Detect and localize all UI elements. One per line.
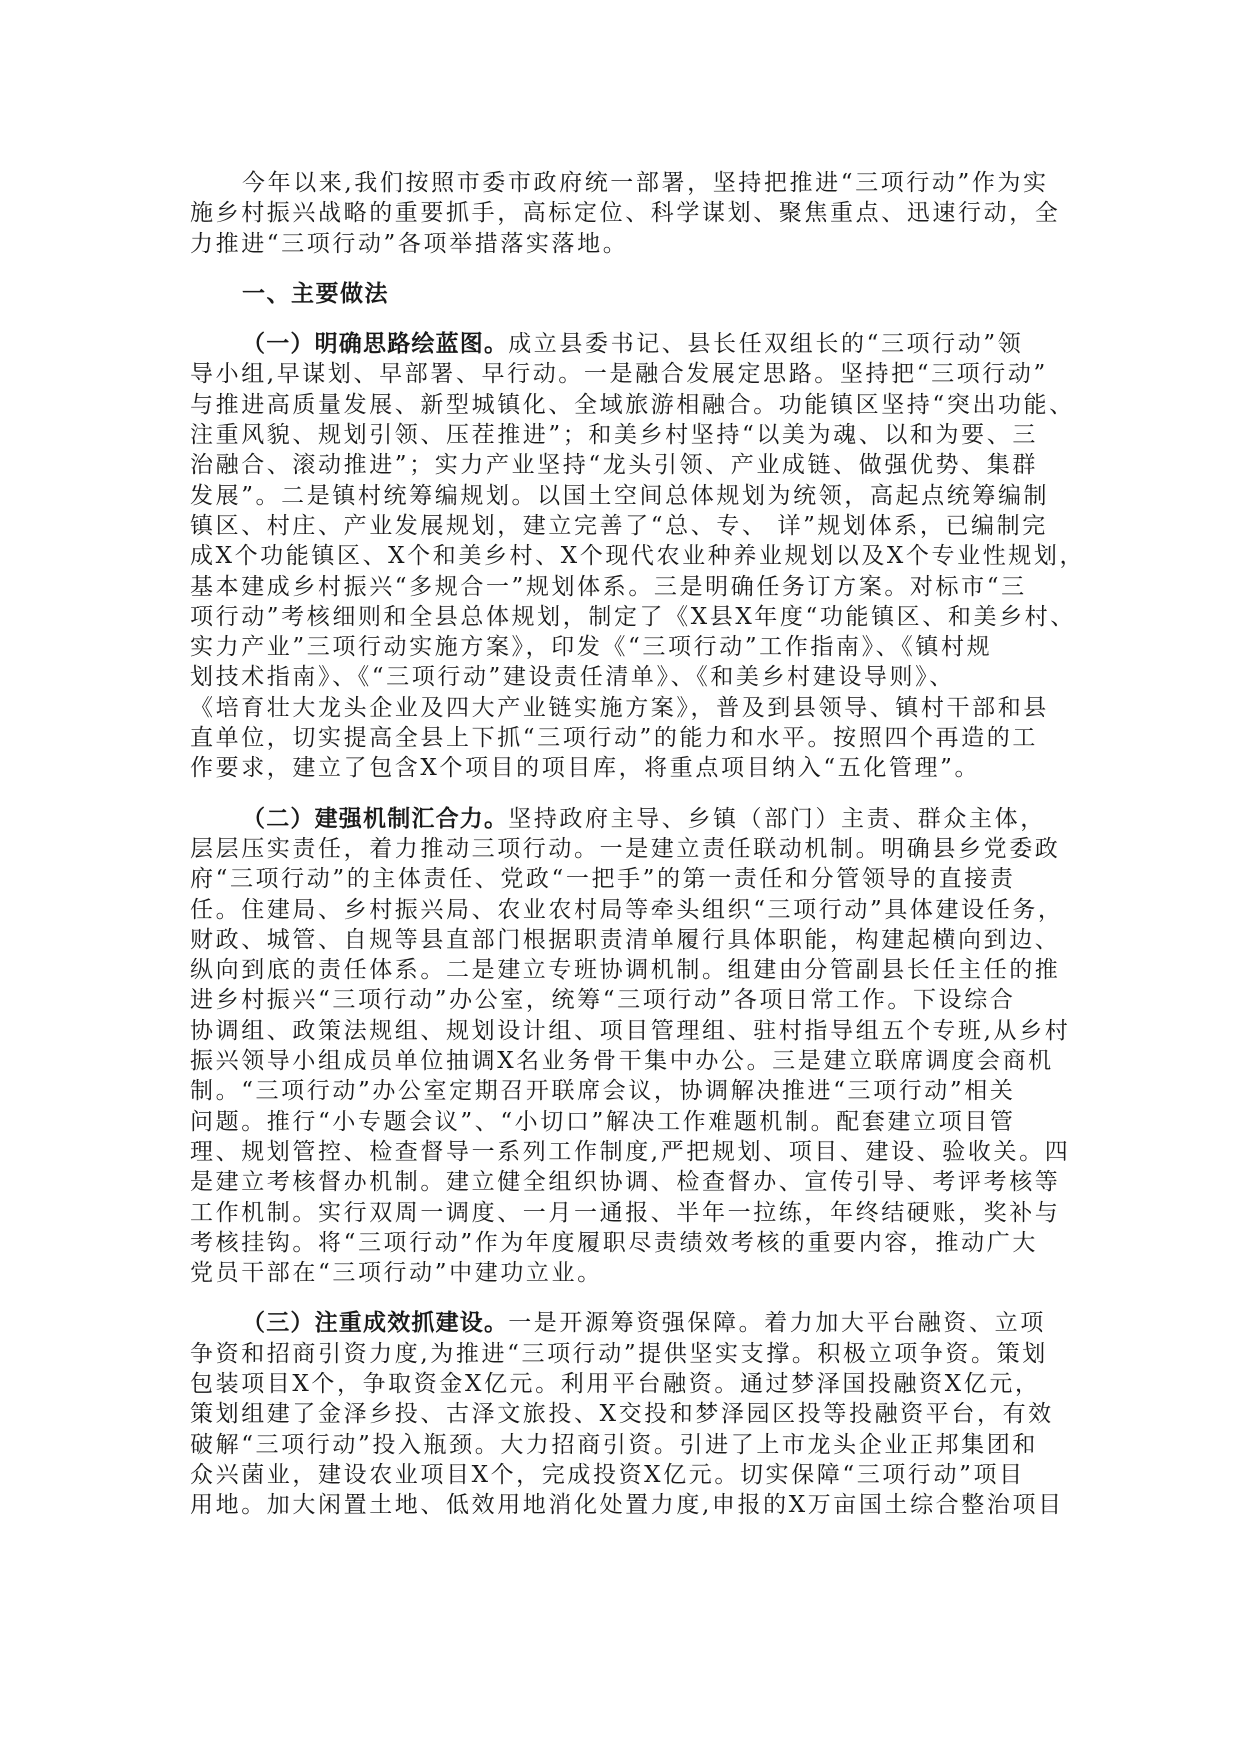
- text-line: 基本建成乡村振兴“多规合一”规划体系。三是明确任务订方案。对标市“三: [190, 573, 1027, 600]
- text-line: 问题。推行“小专题会议”、“小切口”解决工作难题机制。配套建立项目管: [190, 1108, 1016, 1135]
- text-line: 包装项目X个，争取资金X亿元。利用平台融资。通过梦泽国投融资X亿元，: [190, 1370, 1041, 1397]
- text-line: 协调组、政策法规组、规划设计组、项目管理组、驻村指导组五个专班,从乡村: [190, 1017, 1071, 1044]
- text-line: 注重风貌、规划引领、压茬推进”；和美乡村坚持“以美为魂、以和为要、三: [190, 422, 1038, 449]
- text-line: 导小组,早谋划、早部署、早行动。一是融合发展定思路。坚持把“三项行动”: [190, 361, 1048, 388]
- text-line: 直单位，切实提高全县上下抓“三项行动”的能力和水平。按照四个再造的工: [190, 725, 1038, 752]
- text-line: 是建立考核督办机制。建立健全组织协调、检查督办、宣传引导、考评考核等: [190, 1169, 1061, 1196]
- text-line: 制。“三项行动”办公室定期召开联席会议，协调解决推进“三项行动”相关: [190, 1078, 1016, 1105]
- text-line: 进乡村振兴“三项行动”办公室，统筹“三项行动”各项日常工作。下设综合: [190, 987, 1016, 1014]
- text-line: [190, 804, 1060, 834]
- text-line: 策划组建了金泽乡投、古泽文旅投、X交投和梦泽园区投等投融资平台，有效: [190, 1401, 1054, 1428]
- text-line: 《培育壮大龙头企业及四大产业链实施方案》，普及到县领导、镇村干部和县: [190, 694, 1049, 721]
- section1-title: （一）明确思路绘蓝图。: [242, 331, 509, 358]
- section2-paragraph: [190, 804, 1071, 1289]
- text-line: 与推进高质量发展、新型城镇化、全域旅游相融合。功能镇区坚持“突出功能、: [190, 391, 1075, 418]
- text-line: 治融合、滚动推进”；实力产业坚持“龙头引领、产业成链、做强优势、集群: [190, 452, 1038, 479]
- text-line: 今年以来,我们按照市委市政府统一部署，坚持把推进“三项行动”作为实: [242, 170, 1049, 196]
- section-heading: [190, 279, 1060, 309]
- text-line: 层层压实责任，着力推动三项行动。一是建立责任联动机制。明确县乡党委政: [190, 835, 1061, 862]
- text-line: 党员干部在“三项行动”中建功立业。: [190, 1260, 603, 1287]
- document-page: [190, 168, 1086, 1520]
- heading-text: 一、主要做法: [242, 280, 389, 307]
- section3-paragraph: [190, 1308, 1064, 1520]
- text-line: 作要求，建立了包含X个项目的项目库，将重点项目纳入“五化管理”。: [190, 755, 981, 782]
- text-line: 府“三项行动”的主体责任、党政“一把手”的第一责任和分管领导的直接责: [190, 866, 1016, 893]
- text-line: 纵向到底的责任体系。二是建立专班协调机制。组建由分管副县长任主任的推: [190, 957, 1061, 984]
- text-line: 成X个功能镇区、X个和美乡村、X个现代农业种养业规划以及X个专业性规划，: [190, 543, 1086, 570]
- text-line: 任。住建局、乡村振兴局、农业农村局等牵头组织“三项行动”具体建设任务，: [190, 896, 1064, 923]
- text-line: 发展”。二是镇村统筹编规划。以国土空间总体规划为统领，高起点统筹编制: [190, 482, 1050, 509]
- text-line: 振兴领导小组成员单位抽调X名业务骨干集中办公。三是建立联席调度会商机: [190, 1048, 1054, 1075]
- text-line: 众兴菌业，建设农业项目X个，完成投资X亿元。切实保障“三项行动”项目: [190, 1461, 1025, 1488]
- text-line: [190, 329, 1060, 359]
- section2-first-line: 坚持政府主导、乡镇（部门）主责、群众主体，: [508, 805, 1046, 832]
- text-line: 镇区、村庄、产业发展规划，建立完善了“总、专、 详”规划体系，已编制完: [190, 512, 1048, 539]
- section1-paragraph: [190, 329, 1086, 783]
- text-line: [190, 1308, 1060, 1338]
- text-line: 用地。加大闲置土地、低效用地消化处置力度,申报的X万亩国土综合整治项目: [190, 1492, 1064, 1519]
- text-line: 项行动”考核细则和全县总体规划，制定了《X县X年度“功能镇区、和美乡村、: [190, 603, 1076, 630]
- text-line: 实力产业”三项行动实施方案》，印发《“三项行动”工作指南》、《镇村规: [190, 634, 993, 661]
- text-line: 力推进“三项行动”各项举措落实落地。: [190, 230, 629, 257]
- text-line: 工作机制。实行双周一调度、一月一通报、半年一拉练，年终结硬账，奖补与: [190, 1199, 1061, 1226]
- section3-first-line: 一是开源筹资强保障。着力加大平台融资、立项: [508, 1310, 1046, 1337]
- text-line: 理、规划管控、检查督导一系列工作制度,严把规划、项目、建设、验收关。四: [190, 1138, 1071, 1165]
- text-line: 考核挂钩。将“三项行动”作为年度履职尽责绩效考核的重要内容，推动广大: [190, 1229, 1038, 1256]
- text-line: 划技术指南》、《“三项行动”建设责任清单》、《和美乡村建设导则》、: [190, 664, 955, 691]
- text-line: 争资和招商引资力度,为推进“三项行动”提供坚实支撑。积极立项争资。策划: [190, 1340, 1048, 1367]
- text-line: 财政、城管、自规等县直部门根据职责清单履行具体职能，构建起横向到边、: [190, 926, 1061, 953]
- section2-title: （二）建强机制汇合力。: [242, 805, 509, 832]
- intro-paragraph: [190, 168, 1060, 259]
- text-line: 施乡村振兴战略的重要抓手，高标定位、科学谋划、聚焦重点、迅速行动，全: [190, 200, 1061, 227]
- section3-title: （三）注重成效抓建设。: [242, 1310, 509, 1337]
- text-line: 破解“三项行动”投入瓶颈。大力招商引资。引进了上市龙头企业正邦集团和: [190, 1431, 1038, 1458]
- section1-first-line: 成立县委书记、县长任双组长的“三项行动”领: [508, 331, 1024, 358]
